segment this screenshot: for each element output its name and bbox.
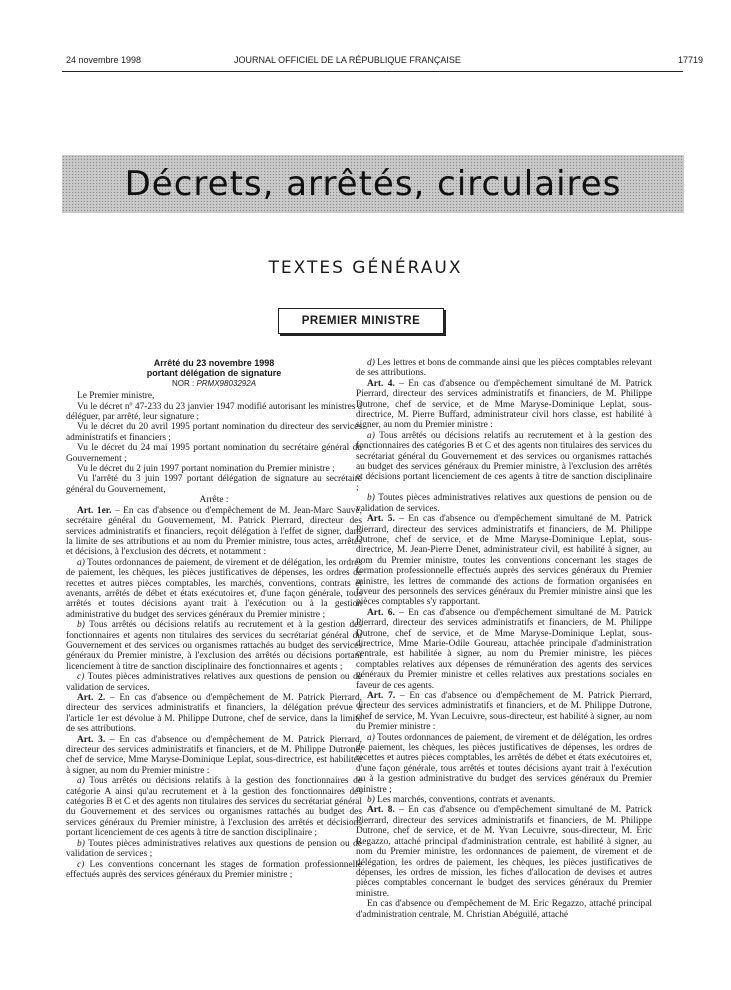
paragraph-text: Arrête : <box>199 495 229 506</box>
right-column-paragraph <box>356 493 652 514</box>
right-column-paragraph <box>356 514 652 608</box>
right-column <box>356 358 652 920</box>
item-letter: a) <box>367 430 375 441</box>
item-letter: c) <box>77 859 85 870</box>
right-column-paragraph <box>356 691 652 733</box>
nor-label: NOR : <box>171 378 195 388</box>
right-column-paragraph <box>356 899 652 920</box>
left-column-paragraph <box>66 506 362 558</box>
right-column-paragraph <box>356 379 652 431</box>
paragraph-text: Le Premier ministre, <box>77 391 155 402</box>
left-column-paragraph <box>66 464 362 474</box>
left-column-paragraph <box>66 391 362 401</box>
paragraph-text: Toutes pièces administratives relatives aux questions de pension ou de validation de services ; <box>66 838 362 860</box>
paragraph-text: Vu le décret nº 47-233 du 23 janvier 1947 modifié autorisant les ministres à déléguer, par arrêté, leur signature ; <box>66 401 362 423</box>
paragraph-text: Tous arrêtés ou décisions relatifs à la gestion des fonctionnaires de catégorie A ainsi qu'au recrutement et à la gestion des fonctionnaires des catégories B et C et des agents non titulaires des services du secrétariat général du Gouvernement et des services ou organismes rattachés au budget des services généraux du Premier ministre, à l'exclusion des arrêtés et décisions portant licenciement de ces agents à titre de sanction disciplinaire ; <box>66 776 362 839</box>
item-letter: b) <box>367 795 375 806</box>
left-column <box>66 358 362 880</box>
left-column-paragraph <box>66 402 362 423</box>
header-page-number: 17719 <box>677 55 703 65</box>
paragraph-text: Toutes pièces administratives relatives aux questions de pension ou de validation de services. <box>66 672 362 693</box>
paragraph-text: Les lettres et bons de commande ainsi que les pièces comptables relevant de ses attributions. <box>356 358 652 379</box>
article-number: Art. 1er. <box>77 505 112 516</box>
left-column-paragraph <box>66 422 362 443</box>
paragraph-text: Vu l'arrêté du 3 juin 1997 portant délégation de signature au secrétaire général du Gouvernement, <box>66 474 362 495</box>
paragraph-text: Vu le décret du 24 mai 1995 portant nomination du secrétaire général du Gouvernement ; <box>66 443 362 464</box>
left-column-paragraph <box>66 693 362 735</box>
paragraph-text: – En cas d'absence ou d'empêchement simultané de M. Patrick Pierrard, directeur des services administratifs et financiers, de M. Philippe Dutrone, chef de service, et de Mme Maryse-Dominique Leplat, sous-directrice, M. Pierre Buffard, administrateur civil hors classe, est habilité à signer, au nom du Premier ministre : <box>356 378 652 431</box>
right-column-paragraph <box>356 608 652 691</box>
paragraph-text: – En cas d'absence ou d'empêchement de M. Patrick Pierrard, directeur des services administratifs et financiers, et de M. Philippe Dutrone, chef de service, M. Yvan Lecuivre, sous-directeur, est habilité à signer, au nom du Premier ministre : <box>356 691 653 733</box>
paragraph-text: En cas d'absence ou d'empêchement de M. Eric Regazzo, attaché principal d'administration centrale, M. Christian Abéguilé, attaché <box>356 899 652 920</box>
left-column-paragraph <box>66 735 362 777</box>
page-header <box>0 55 731 69</box>
nor-value: PRMX9803292A <box>196 378 257 388</box>
decree-nor <box>66 379 362 389</box>
paragraph-text: Les conventions concernant les stages de formation professionnelle effectués auprès des services généraux du Premier ministre ; <box>66 859 362 880</box>
article-number: Art. 7. <box>367 691 396 701</box>
item-letter: b) <box>77 620 85 631</box>
left-column-paragraph <box>66 860 362 881</box>
paragraph-text: Les marchés, conventions, contrats et avenants. <box>374 795 556 806</box>
article-number: Art. 4. <box>367 378 395 389</box>
header-rule <box>62 71 683 72</box>
section-banner <box>62 155 684 213</box>
right-column-paragraph <box>356 805 652 899</box>
header-journal-title: JOURNAL OFFICIEL DE LA RÉPUBLIQUE FRANÇAISE <box>234 55 461 65</box>
item-letter: d) <box>367 358 375 368</box>
left-column-paragraph <box>66 443 362 464</box>
paragraph-text: Tous arrêtés ou décisions relatifs au recrutement et à la gestion des fonctionnaires et agents non titulaires des services du secrétariat général du Gouvernement et des services ou organismes rattachés au budget des services généraux du Premier ministre, à l'exclusion des arrêtés ou décisions portant licenciement à titre de sanction disciplinaire des fonctionnaires et agents ; <box>66 620 362 672</box>
item-letter: c) <box>77 672 85 683</box>
item-letter: b) <box>77 838 85 849</box>
article-number: Art. 2. <box>77 693 106 703</box>
right-column-paragraph <box>356 358 652 379</box>
paragraph-text: Toutes ordonnances de paiement, de virement et de délégation, les ordres de paiement, les chèques, les pièces justificatives de dépenses, les ordres de recettes et autres pièces comptables, les arrêtés de débet et états exécutoires et, d'une façon générale, tous arrêtés et toutes décisions ayant trait à l'exécution ou à la gestion administrative du budget des services généraux du Premier ministre ; <box>356 732 652 795</box>
section-title: Décrets, arrêtés, circulaires <box>124 164 622 204</box>
left-column-paragraph <box>66 474 362 495</box>
left-column-paragraph <box>66 495 362 505</box>
left-column-body <box>66 391 362 880</box>
article-number: Art. 3. <box>77 734 106 745</box>
subsection-title: TEXTES GÉNÉRAUX <box>268 258 463 278</box>
article-number: Art. 6. <box>367 607 395 618</box>
left-column-paragraph <box>66 620 362 672</box>
paragraph-text: Vu le décret du 20 avril 1995 portant nomination du directeur des services administratifs et financiers ; <box>66 422 362 443</box>
decree-title-line1: Arrêté du 23 novembre 1998 <box>153 358 275 368</box>
paragraph-text: – En cas d'absence ou d'empêchement de M. Jean-Marc Sauvé, secrétaire général du Gouvernement, M. Patrick Pierrard, directeur des services administratifs et financiers, reçoit délégation à l'effet de signer, dans la limite de ses attributions et au nom du Premier ministre, tous actes, arrêtés et décisions, à l'exclusion des décrets, et notamment : <box>66 505 362 558</box>
paragraph-text: – En cas d'absence ou d'empêchement de M. Patrick Pierrard, directeur des services administratifs et financiers, la délégation prévue à l'article 1er est dévolue à M. Philippe Dutrone, chef de service, dans la limite de ses attributions. <box>66 693 363 735</box>
decree-title-line2: portant délégation de signature <box>146 368 282 379</box>
left-column-paragraph <box>66 839 362 860</box>
article-number: Art. 5. <box>367 514 395 525</box>
paragraph-text: Vu le décret du 2 juin 1997 portant nomination du Premier ministre ; <box>77 464 335 475</box>
item-letter: b) <box>367 493 375 504</box>
left-column-paragraph <box>66 776 362 838</box>
left-column-paragraph <box>66 558 362 620</box>
ministry-box: PREMIER MINISTRE <box>278 308 444 334</box>
item-letter: a) <box>77 776 85 787</box>
right-column-paragraph <box>356 795 652 805</box>
paragraph-text: – En cas d'absence ou d'empêchement simultané de M. Patrick Pierrard, directeur des services administratifs et financiers, de M. Philippe Dutrone, chef de service, et de Mme Maryse-Dominique Leplat, sous-directrice, Mme Marie-Odile Goureau, attachée principale d'administration centrale, est habilitée à signer, au nom du Premier ministre, les pièces comptables relatives aux dépenses de rémunération des agents des services généraux du Premier ministre et celles relatives aux prestations sociales en faveur de ces agents. <box>356 607 652 691</box>
article-number: Art. 8. <box>367 805 395 816</box>
header-date: 24 novembre 1998 <box>66 55 142 65</box>
item-letter: a) <box>367 732 375 743</box>
right-column-paragraph <box>356 733 652 795</box>
paragraph-text: Toutes pièces administratives relatives aux questions de pension ou de validation de services. <box>356 493 652 514</box>
paragraph-text: Tous arrêtés ou décisions relatifs au recrutement et à la gestion des fonctionnaires des catégories B et C et des agents non titulaires des services du secrétariat général du Gouvernement et des services ou organismes rattachés au budget des services généraux du Premier ministre, à l'exclusion des arrêtés et décisions portant licenciement de ces agents à titre de sanction disciplinaire ; <box>356 430 653 493</box>
left-column-paragraph <box>66 672 362 693</box>
paragraph-text: – En cas d'absence ou d'empêchement simultané de M. Patrick Pierrard, directeur des services administratifs et financiers, de M. Philippe Dutrone, chef de service, et de Mme Maryse-Dominique Leplat, sous-directrice, M. Jean-Pierre Denet, administrateur civil, est habilité à signer, au nom du Premier ministre, toutes les conventions concernant les stages de formation professionnelle effectués auprès des services généraux du Premier ministre, les lettres de commande des actions de formation organisées en faveur des personnels des services généraux du Premier ministre ainsi que les pièces comptables s'y rapportant. <box>356 514 652 608</box>
paragraph-text: – En cas d'absence ou d'empêchement de M. Patrick Pierrard, directeur des services administratifs et financiers, et de M. Philippe Dutrone, chef de service, Mme Maryse-Dominique Leplat, sous-directrice, est habilitée à signer, au nom du Premier ministre : <box>66 734 363 776</box>
right-column-paragraph <box>356 431 652 493</box>
right-column-body <box>356 358 652 920</box>
paragraph-text: – En cas d'absence ou d'empêchement simultané de M. Patrick Pierrard, directeur des services administratifs et financiers, de M. Philippe Dutrone, chef de service, et de M. Yvan Lecuivre, sous-directeur, M. Eric Regazzo, attaché principal d'administration centrale, est habilité à signer, au nom du Premier ministre, les ordonnances de paiement, de virement et de délégation, les ordres de paiement, les chèques, les pièces justificatives de dépenses, les ordres de mission, les fiches d'allocation de devises et autres pièces comptables concernant le budget des services généraux du Premier ministre. <box>356 805 652 899</box>
item-letter: a) <box>77 557 85 568</box>
paragraph-text: Toutes ordonnances de paiement, de virement et de délégation, les ordres de paiement, les chèques, les pièces justificatives de dépenses, les ordres de recettes et autres pièces comptables, les marchés, conventions, contrats et avenants, arrêtés de débet et états exécutoires et, d'une façon générale, tous arrêtés et toutes décisions ayant trait à l'exécution ou à la gestion administrative du budget des services généraux du Premier ministre ; <box>66 557 362 620</box>
